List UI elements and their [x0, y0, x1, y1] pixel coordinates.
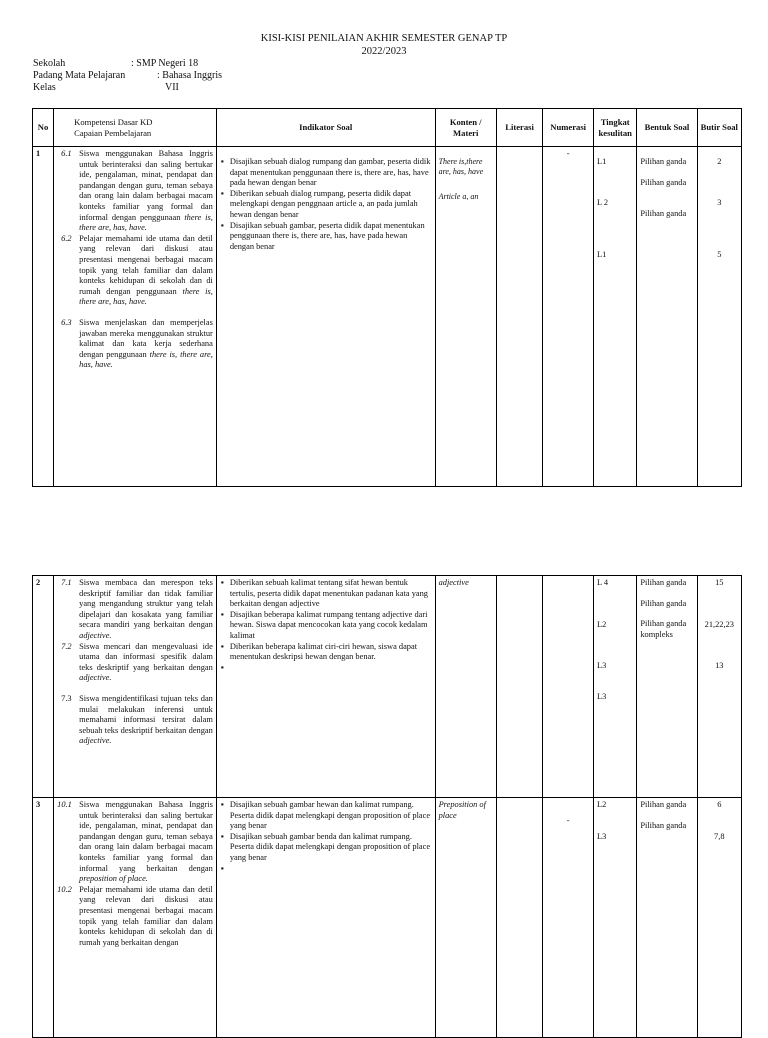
literasi-cell	[496, 798, 542, 1038]
bentuk-cell: Pilihan ganda Pilihan ganda Pilihan ganda	[637, 147, 697, 487]
kd-item: 7.2 Siswa mencari dan mengevaluasi ide utama dan informasi spesifik dalam teks deskriptif yang berkaitan dengan adjective.	[61, 641, 213, 683]
kd-item: 7.1 Siswa membaca dan merespon teks deskriptif familiar dan tidak familiar yang mengandung struktur yang telah dipelajari dan kosakata yang familiar secara mandiri yang berkaitan dengan adjective.	[61, 578, 213, 640]
konten-cell: Preposition of place	[435, 798, 496, 1038]
kd-cell	[54, 798, 217, 1038]
butir-cell: 15 21,22,23 13	[697, 576, 741, 798]
indikator-cell: ▪ Diberikan sebuah kalimat tentang sifat hewan bentuk tertulis, peserta didik dapat menentukan padanan kata yang berkaitan dengan adjective ▪ Disajikan beberapa kalimat rumpang tentang adjective dari hewan. Siswa dapat mencocokan kata yang cocok kedalam kalimat ▪ Diberikan beberapa kalimat ciri-ciri hewan, siswa dapat menentukan deskripsi hewan dengan benar. ▪	[216, 576, 435, 798]
col-no: No	[33, 109, 54, 147]
konten-cell: There is,there are, has, have Article a, an	[435, 147, 496, 487]
title-line-1: KISI-KISI PENILAIAN AKHIR SEMESTER GENAP TP	[260, 33, 508, 44]
bentuk-cell: Pilihan ganda Pilihan ganda	[637, 798, 697, 1038]
indikator-item: ▪ Diberikan beberapa kalimat ciri-ciri hewan, siswa dapat menentukan deskripsi hewan dengan benar.	[220, 641, 418, 662]
kd-item: 6.3 Siswa menjelaskan dan memperjelas jawaban mereka menggunakan struktur kalimat dan kata kerja sederhana dengan penggunaan there is, there are, has, have.	[61, 317, 213, 370]
indikator-cell	[216, 147, 435, 487]
kelas-label: Kelas	[33, 82, 56, 93]
kd-cell	[54, 576, 217, 798]
butir-cell: 2 3 5	[697, 147, 741, 487]
numerasi-cell	[543, 576, 594, 798]
tingkat-cell: L2 L3	[594, 798, 637, 1038]
col-konten: Konten / Materi	[435, 109, 496, 147]
indikator-cell: ▪ Disajikan sebuah gambar hewan dan kalimat rumpang. Peserta didik dapat melengkapi dengan proposition of place yang benar ▪ Disajikan sebuah gambar benda dan kalimat rumpang. Peserta didik dapat melengkapi dengan proposition of place yang benar ▪	[216, 798, 435, 1038]
table-row	[33, 576, 742, 798]
row-no: 1	[33, 147, 54, 487]
numerasi-cell: -	[543, 798, 594, 1038]
indikator-item: ▪ Diberikan sebuah kalimat tentang sifat hewan bentuk tertulis, peserta didik dapat menentukan padanan kata yang berkaitan dengan adjective	[220, 578, 428, 609]
kd-item: 6.1 Siswa menggunakan Bahasa Inggris untuk berinteraksi dan saling bertukar ide, pengalaman, minat, pendapat dan pandangan dengan guru, teman sebaya dan orang lain dalam berbagai macam konteks familiar yang formal dan informal dengan penggunaan there is, there are, has, have.	[61, 149, 213, 233]
kisi-kisi-table-2	[32, 575, 742, 1038]
table-row	[33, 147, 742, 487]
col-numerasi: Numerasi	[543, 109, 594, 147]
col-tingkat: Tingkat kesulitan	[594, 109, 637, 147]
kd-item: 10.1 Siswa menggunakan Bahasa Inggris untuk berinteraksi dan saling bertukar ide, pengalaman, minat, pendapat dan pandangan dengan guru, teman sebaya dan orang lain dalam berbagai macam konteks familiar yang formal dan informal yang berkaitan dengan preposition of place.	[57, 800, 213, 884]
document-meta	[33, 58, 433, 98]
tingkat-cell: L 4 L2 L3 L3	[594, 576, 637, 798]
numerasi-cell: -	[543, 147, 594, 487]
kisi-kisi-table-1	[32, 108, 742, 487]
indikator-item: ▪ Diberikan sebuah dialog rumpang, peserta didik dapat melengkapi dengan penggnaan article a, an pada jumlah hewan dengan benar	[220, 188, 418, 219]
sekolah-value: : SMP Negeri 18	[131, 58, 199, 69]
document-title	[0, 32, 768, 58]
col-kd: Kompetensi Dasar KD Capaian Pembelajaran	[54, 109, 217, 147]
literasi-cell	[496, 576, 542, 798]
row-no: 2	[33, 576, 54, 798]
literasi-cell	[496, 147, 542, 487]
kd-item: 7.3 Siswa mengidentifikasi tujuan teks dan mulai melakukan inferensi untuk memahami informasi tersirat dalam sebuah teks deskriptif berkaitan dengan adjective.	[61, 693, 213, 746]
butir-cell: 6 7,8	[697, 798, 741, 1038]
indikator-item: ▪ Disajikan sebuah gambar benda dan kalimat rumpang. Peserta didik dapat melengkapi dengan proposition of place yang benar	[220, 831, 431, 862]
konten-cell: adjective	[435, 576, 496, 798]
bentuk-cell: Pilihan ganda Pilihan ganda Pilihan ganda kompleks	[637, 576, 697, 798]
table-row	[33, 798, 742, 1038]
mapel-label: Padang Mata Pelajaran	[33, 70, 126, 81]
kd-cell	[54, 147, 217, 487]
kd-item: 10.2 Pelajar memahami ide utama dan detil yang relevan dari diskusi atau presentasi mengenai berbagai macam topik yang telah familiar dan dalam konteks kehidupan di sekolah dan di rumah yang berkaitan dengan	[57, 884, 213, 947]
indikator-item: ▪ Disajikan sebuah dialog rumpang dan gambar, peserta didik dapat menentukan penggunaan there is, there are, has, have pada hewan dengan benar	[220, 157, 431, 188]
tingkat-cell: L1 L 2 L1	[594, 147, 637, 487]
mapel-value: : Bahasa Inggris	[157, 70, 222, 81]
table-header-row	[33, 109, 742, 147]
col-indikator: Indikator Soal	[216, 109, 435, 147]
sekolah-label: Sekolah	[33, 58, 66, 69]
kelas-value: VII	[165, 82, 179, 93]
row-no: 3	[33, 798, 54, 1038]
indikator-item: ▪ Disajikan sebuah gambar hewan dan kalimat rumpang. Peserta didik dapat melengkapi dengan proposition of place yang benar	[220, 800, 431, 831]
indikator-item: ▪ Disajikan sebuah gambar, peserta didik dapat menentukan penggunaan there is, there are, has, have pada hewan dengan benar	[220, 220, 425, 251]
col-butir: Butir Soal	[697, 109, 741, 147]
indikator-item: ▪ Disajikan beberapa kalimat rumpang tentang adjective dari hewan. Siswa dapat mencocokan kata yang cocok kedalam kalimat	[220, 609, 428, 640]
col-literasi: Literasi	[496, 109, 542, 147]
kd-item: 6.2 Pelajar memahami ide utama dan detil yang relevan dari diskusi atau presentasi mengenai berbagai macam topik yang telah familiar dan dalam konteks kehidupan di sekolah dan di rumah dengan penggunaan there is, there are, has, have.	[61, 233, 213, 307]
title-line-2: 2022/2023	[361, 46, 407, 57]
col-bentuk: Bentuk Soal	[637, 109, 697, 147]
